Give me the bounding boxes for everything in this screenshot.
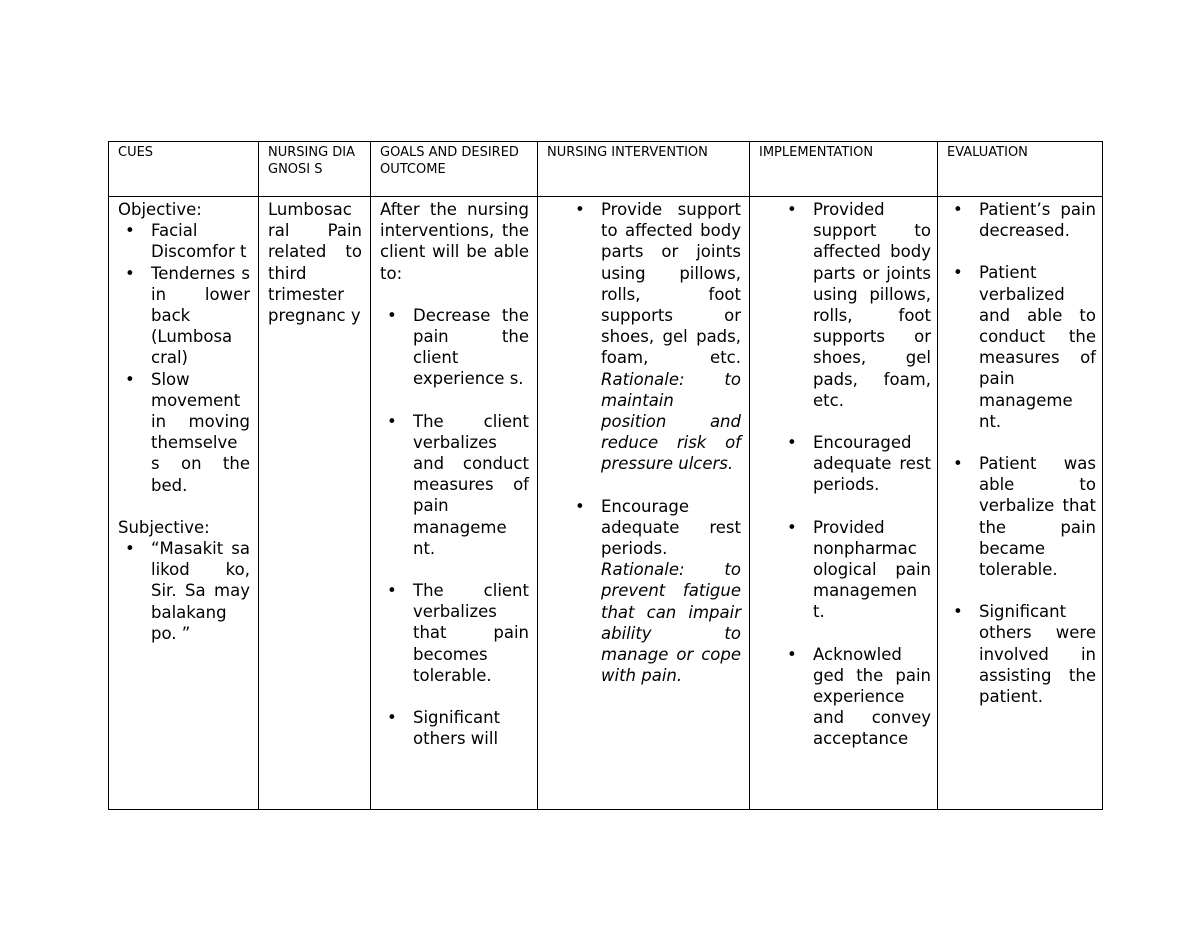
header-row [109,142,1103,197]
evaluation-list [946,199,1096,707]
intervention-text: Encourage adequate rest periods. [601,496,741,559]
implementation-cell [750,197,938,810]
implementation-item: • Acknowled ged the pain experience and convey acceptance [813,644,931,750]
header-diagnosis: NURSING DIAGNOSI S [259,142,371,197]
nursing-care-plan-table [108,141,1103,810]
goal-item: • The client verbalizes that pain becomes tolerable. [413,580,529,686]
objective-item: • Tendernes s in lower back (Lumbosa cral) [151,263,250,369]
objective-item: • Slow movement in moving themselve s on the bed. [151,369,250,496]
goal-item: • The client verbalizes and conduct measures of pain manageme nt. [413,411,529,559]
implementation-item: • Provided nonpharmac ological pain managemen t. [813,517,931,623]
goals-cell [371,197,538,810]
evaluation-item: • Patient verbalized and able to conduct the measures of pain manageme nt. [979,262,1096,432]
evaluation-item: • Significant others were involved in assisting the patient. [979,601,1096,707]
objective-list [118,220,250,496]
diagnosis-text: Lumbosac ral Pain related to third trimester pregnanc y [268,200,362,326]
goals-list [380,305,529,750]
intervention-list [568,199,741,686]
evaluation-cell [938,197,1103,810]
subjective-item: • “Masakit sa likod ko, Sir. Sa may balakang po. ” [151,538,250,644]
subjective-list [118,538,250,644]
intervention-rationale: Rationale: to maintain position and reduce risk of pressure ulcers. [601,369,741,474]
goal-item: • Decrease the pain the client experience s. [413,305,529,390]
intervention-text: Provide support to affected body parts or joints using pillows, rolls, foot supports or shoes, gel pads, foam, etc. [601,200,741,368]
goals-intro: After the nursing interventions, the client will be able to: [380,200,529,283]
content-row [109,197,1103,810]
header-cues: CUES [109,142,259,197]
implementation-item: • Encouraged adequate rest periods. [813,432,931,496]
diagnosis-cell [259,197,371,810]
objective-item: • Facial Discomfor t [151,220,250,262]
intervention-item [601,199,741,475]
subjective-label: Subjective: [118,517,210,537]
evaluation-item: • Patient’s pain decreased. [979,199,1096,241]
cues-cell [109,197,259,810]
evaluation-item: • Patient was able to verbalize that the pain became tolerable. [979,453,1096,580]
intervention-item [601,496,741,687]
intervention-cell [538,197,750,810]
header-intervention: NURSING INTERVENTION [538,142,750,197]
header-goals: GOALS AND DESIRED OUTCOME [371,142,538,197]
goal-item: • Significant others will [413,707,529,749]
objective-label: Objective: [118,200,202,219]
implementation-item: • Provided support to affected body parts or joints using pillows, rolls, foot supports or shoes, gel pads, foam, etc. [813,199,931,411]
implementation-list [780,199,931,750]
header-implementation: IMPLEMENTATION [750,142,938,197]
intervention-rationale: Rationale: to prevent fatigue that can impair ability to manage or cope with pain. [601,560,741,686]
header-evaluation: EVALUATION [938,142,1103,197]
